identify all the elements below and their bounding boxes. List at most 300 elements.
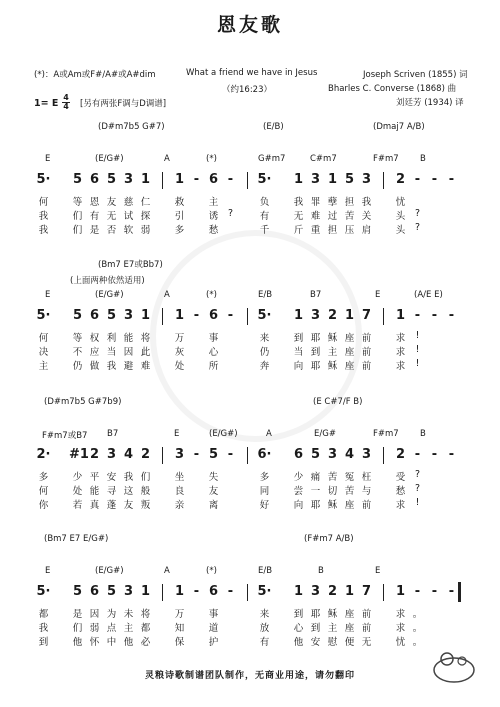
lyric-char: 们 [72, 225, 83, 236]
lyric-char [154, 620, 171, 634]
lyric-char: 离 [208, 500, 219, 511]
lyric-char: 前 [361, 347, 372, 358]
lyric-char: 我 [106, 361, 117, 372]
lyric-char: 头 [395, 225, 406, 236]
lyric-char: 若 [72, 500, 83, 511]
lyric-char [375, 208, 392, 222]
lyric-char [222, 634, 239, 648]
lyric-char [375, 497, 392, 511]
lyric-char: 。 [412, 609, 423, 620]
lyric-char [52, 222, 69, 236]
lyric-char: 受 [395, 472, 406, 483]
lyric-char: 般 [140, 486, 151, 497]
time-signature: 4 4 [63, 93, 69, 111]
translator: 刘廷芳 (1934) 译 [396, 98, 464, 108]
lyric-char: 事 [208, 333, 219, 344]
lyric-char: 好 [259, 500, 270, 511]
lyric-char: 试 [123, 211, 134, 222]
lyric-char [273, 194, 290, 208]
note: 2 [395, 172, 406, 187]
composer: Bharles C. Converse (1868) 曲 [328, 84, 457, 94]
note [52, 584, 69, 599]
lyric-char: 主 [123, 623, 134, 634]
lyric-char: 们 [72, 211, 83, 222]
tempo: （约16:23） [222, 85, 272, 95]
barline [247, 308, 248, 325]
lyric-char: 何 [38, 486, 49, 497]
lyric-char: ? [414, 483, 421, 494]
lyric-char: 事 [208, 609, 219, 620]
lyric-char: 等 [72, 197, 83, 208]
lyric-char: 多 [174, 225, 185, 236]
lyric-char: 能 [123, 333, 134, 344]
lyric-char [154, 222, 171, 236]
lyric-char: 难 [140, 361, 151, 372]
chord-symbol: B7 [107, 429, 119, 439]
lyric-char: 求 [395, 623, 406, 634]
lyric-char: 仍 [259, 347, 270, 358]
lyric-char [273, 330, 290, 344]
lyric-char [239, 634, 256, 648]
lyric-char: 他 [293, 637, 304, 648]
lyric-char: 都 [140, 623, 151, 634]
note: - [448, 447, 455, 462]
note: 5 [106, 172, 117, 187]
lyric-char [154, 194, 171, 208]
lyric-char [443, 483, 460, 497]
lyric-char [273, 358, 290, 372]
chord-symbol: E/G# [314, 429, 336, 439]
lyric-char: 亲 [174, 500, 185, 511]
lyricist: Joseph Scriven (1855) 词 [363, 70, 468, 80]
chord-symbol: E [45, 290, 51, 300]
top-chord: (E C#7/F B) [313, 397, 363, 407]
lyric-char: 肩 [361, 225, 372, 236]
lyric-char: 座 [344, 500, 355, 511]
lyric-char: 他 [123, 637, 134, 648]
chord-symbol: A [164, 154, 170, 164]
lyric-char: 中 [106, 637, 117, 648]
barline [162, 584, 163, 601]
lyric-char: 千 [259, 225, 270, 236]
lyric-char: 怀 [89, 637, 100, 648]
note: 2· [36, 447, 51, 462]
lyric-char: 真 [89, 500, 100, 511]
lyric-char: 担 [344, 197, 355, 208]
note: 1 [174, 172, 185, 187]
lyric-char [188, 483, 205, 497]
lyric-char [409, 194, 426, 208]
lyric-char: 不 [72, 347, 83, 358]
lyric-char: 稣 [327, 609, 338, 620]
lyric-char [443, 194, 460, 208]
lyric-char: 主 [38, 361, 49, 372]
top-chord: (Bm7 E7或Bb7) [98, 260, 163, 270]
lyric-char [239, 620, 256, 634]
lyric-char [443, 620, 460, 634]
lyric-char [222, 469, 239, 483]
chord-symbol: (*) [206, 290, 217, 300]
note: 6 [208, 308, 219, 323]
chord-symbol: E/B [258, 290, 273, 300]
lyric-char: 耶 [310, 361, 321, 372]
note: 7 [361, 584, 372, 599]
lyric-char [273, 208, 290, 222]
lyric-char: 当 [106, 347, 117, 358]
note: 5· [36, 308, 51, 323]
lyric-char [188, 358, 205, 372]
lyric-char [239, 194, 256, 208]
lyric-char: 多 [38, 472, 49, 483]
lyric-char: 忧 [395, 197, 406, 208]
note: 1 [344, 584, 355, 599]
chord-symbol: E [45, 154, 51, 164]
chord-symbol: E [45, 566, 51, 576]
note: - [193, 447, 200, 462]
lyric-char: 担 [327, 225, 338, 236]
lyric-char: 稣 [327, 361, 338, 372]
lyric-char: 向 [293, 361, 304, 372]
lyric-char [443, 222, 460, 236]
lyric-char: 到 [293, 333, 304, 344]
lyric-char: 因 [123, 347, 134, 358]
note: - [193, 308, 200, 323]
lyric-char: 友 [106, 197, 117, 208]
note: 1 [395, 584, 406, 599]
note: 5· [257, 308, 272, 323]
lyric-char [375, 620, 392, 634]
note: 3 [310, 308, 321, 323]
lyric-char [443, 497, 460, 511]
top-chord: (E/B) [263, 122, 284, 132]
lyric-char: ? [227, 208, 234, 219]
lyric-char [239, 497, 256, 511]
note: 3 [123, 172, 134, 187]
lyric-char: 稣 [327, 333, 338, 344]
note: 2 [140, 447, 151, 462]
lyric-char [188, 222, 205, 236]
lyric-line [35, 497, 460, 511]
lyric-char: 弱 [140, 225, 151, 236]
lyric-char: 少 [293, 472, 304, 483]
lyric-char [154, 358, 171, 372]
lyric-char: 安 [310, 637, 321, 648]
chord-symbol: (E/G#) [95, 290, 124, 300]
note: #1 [69, 447, 89, 462]
lyric-line [35, 222, 460, 236]
lyric-char: 心 [293, 623, 304, 634]
lyric-char [443, 344, 460, 358]
barline [247, 584, 248, 601]
lyric-char [426, 469, 443, 483]
lyric-char: 耶 [310, 333, 321, 344]
lyric-char [375, 344, 392, 358]
page-title: 恩友歌 [216, 14, 283, 36]
lyric-char: 愁 [208, 225, 219, 236]
lyric-char: 失 [208, 472, 219, 483]
lyric-char: 耶 [310, 500, 321, 511]
lyric-char: 我 [38, 623, 49, 634]
lyric-char: 一 [310, 486, 321, 497]
lyric-char: 们 [140, 472, 151, 483]
lyric-line [35, 606, 460, 620]
lyric-char [426, 194, 443, 208]
note: 1 [344, 308, 355, 323]
lyric-char: 恩 [89, 197, 100, 208]
lyric-char: ? [414, 469, 421, 480]
barline [383, 308, 384, 325]
lyric-char [52, 208, 69, 222]
lyric-char: 到 [310, 347, 321, 358]
lyric-char [188, 208, 205, 222]
note: - [414, 308, 421, 323]
lyric-char [375, 634, 392, 648]
lyric-char: 头 [395, 211, 406, 222]
lyric-char: 求 [395, 609, 406, 620]
note: - [414, 447, 421, 462]
lyric-char: ! [415, 344, 420, 355]
final-barline [458, 582, 461, 602]
lyric-char: 安 [106, 472, 117, 483]
lyric-char: 前 [361, 361, 372, 372]
lyric-char: 座 [344, 609, 355, 620]
lyric-char: 前 [361, 623, 372, 634]
lyric-char [222, 620, 239, 634]
note: 2 [89, 447, 100, 462]
lyric-char [443, 358, 460, 372]
chord-symbol: E/B [258, 566, 273, 576]
lyric-char: 到 [293, 609, 304, 620]
note: - [193, 584, 200, 599]
english-title: What a friend we have in Jesus [186, 68, 318, 78]
lyric-char: 主 [327, 623, 338, 634]
lyric-char [273, 634, 290, 648]
note: 1 [140, 172, 151, 187]
lyric-char [426, 483, 443, 497]
chord-symbol: F#m7 [373, 154, 399, 164]
lyric-char: 重 [310, 225, 321, 236]
note: - [414, 584, 421, 599]
barline [383, 447, 384, 464]
lyric-char: 座 [344, 333, 355, 344]
lyric-char: 愁 [395, 486, 406, 497]
lyric-char: 座 [344, 361, 355, 372]
lyric-char: 无 [361, 637, 372, 648]
lyric-char: 否 [106, 225, 117, 236]
footer-notice: 灵粮诗歌制谱团队制作，无商业用途，请勿翻印 [144, 671, 355, 681]
lyric-char [222, 194, 239, 208]
lyric-char: 尝 [293, 486, 304, 497]
lyric-char [52, 330, 69, 344]
note: 1 [293, 172, 304, 187]
lyric-char [273, 483, 290, 497]
lyric-char: 负 [259, 197, 270, 208]
chord-symbol: B [420, 154, 426, 164]
lyric-line [35, 344, 460, 358]
note [273, 447, 290, 462]
note: 2 [327, 584, 338, 599]
lyric-char: 为 [106, 609, 117, 620]
lyric-char: 他 [72, 637, 83, 648]
lyric-char: 灰 [174, 347, 185, 358]
lyric-char: 仍 [72, 361, 83, 372]
note [52, 308, 69, 323]
lyric-char: 到 [310, 623, 321, 634]
lyric-char: 主 [327, 347, 338, 358]
barline [383, 584, 384, 601]
note [273, 172, 290, 187]
lyric-char: 前 [361, 500, 372, 511]
lyric-char: ? [414, 208, 421, 219]
lyric-char: 枉 [361, 472, 372, 483]
note: 1 [293, 308, 304, 323]
note: 5· [36, 584, 51, 599]
lyric-char [52, 469, 69, 483]
lyric-char [154, 634, 171, 648]
lyric-char: 避 [123, 361, 134, 372]
lyric-char: 前 [361, 609, 372, 620]
lyric-char: 来 [259, 333, 270, 344]
top-chord: (上面两种依然适用) [70, 276, 145, 286]
chord-symbol: A [164, 290, 170, 300]
note: - [431, 584, 438, 599]
lyric-char: 主 [208, 197, 219, 208]
note: 3 [310, 172, 321, 187]
lyric-char: 是 [72, 609, 83, 620]
lyric-char [52, 634, 69, 648]
note: 3 [123, 308, 134, 323]
lyric-char: ! [415, 358, 420, 369]
lyric-line [35, 358, 460, 372]
lyric-char: 奔 [259, 361, 270, 372]
note: 2 [395, 447, 406, 462]
lyric-char [443, 469, 460, 483]
lyric-char: 到 [38, 637, 49, 648]
lyric-char [443, 606, 460, 620]
barline [162, 172, 163, 189]
lyric-char: 苦 [344, 486, 355, 497]
lyric-char: 我 [38, 225, 49, 236]
lyric-char: 仁 [140, 197, 151, 208]
note: 3 [123, 584, 134, 599]
lyric-char: 求 [395, 333, 406, 344]
note: - [193, 172, 200, 187]
note: 5 [344, 172, 355, 187]
note: - [448, 308, 455, 323]
lyric-char [52, 483, 69, 497]
lyric-char: 引 [174, 211, 185, 222]
lyric-char: 求 [395, 500, 406, 511]
lyric-char [188, 620, 205, 634]
lyric-char: ! [415, 330, 420, 341]
note: 5· [36, 172, 51, 187]
lyric-char: 罪 [310, 197, 321, 208]
barline [162, 447, 163, 464]
lyric-char [443, 634, 460, 648]
lyric-char [426, 634, 443, 648]
lyric-char: 平 [89, 472, 100, 483]
lyric-char [222, 222, 239, 236]
lyric-char: 蓬 [106, 500, 117, 511]
lyric-char [154, 208, 171, 222]
note: - [227, 172, 234, 187]
lyric-line [35, 483, 460, 497]
note: 6 [89, 584, 100, 599]
note: 3 [174, 447, 185, 462]
lyric-char: 稣 [327, 500, 338, 511]
note: 4 [344, 447, 355, 462]
lyric-char: 冤 [344, 472, 355, 483]
lyric-char [375, 330, 392, 344]
barline [383, 172, 384, 189]
chord-symbol: C#m7 [310, 154, 337, 164]
note: 5 [208, 447, 219, 462]
note: 1 [140, 308, 151, 323]
note: 6 [293, 447, 304, 462]
chord-symbol: F#m7或B7 [42, 431, 88, 441]
lyric-char [443, 330, 460, 344]
lyric-char: 都 [38, 609, 49, 620]
lyric-char [273, 469, 290, 483]
lyric-char [426, 222, 443, 236]
lyric-char: 这 [123, 486, 134, 497]
lyric-char [426, 620, 443, 634]
note: 6 [208, 172, 219, 187]
lyric-char [375, 358, 392, 372]
note: 5 [106, 584, 117, 599]
lyric-char: 因 [89, 609, 100, 620]
note [273, 308, 290, 323]
lyric-line [35, 469, 460, 483]
note: 6 [89, 308, 100, 323]
chord-symbol: A [164, 566, 170, 576]
lyric-char: 孽 [327, 197, 338, 208]
top-chord: (D#m7b5 G#7) [98, 122, 165, 132]
lyric-char: 有 [89, 211, 100, 222]
lyric-char: 何 [38, 333, 49, 344]
lyric-char: 软 [123, 225, 134, 236]
lyric-char [52, 620, 69, 634]
lyric-char: 万 [174, 333, 185, 344]
lyric-char: 良 [174, 486, 185, 497]
note: - [414, 172, 421, 187]
note: 1 [174, 584, 185, 599]
note: 5 [72, 584, 83, 599]
lyric-char: 忧 [395, 637, 406, 648]
lyric-line [35, 634, 460, 648]
lyric-char: 。 [412, 637, 423, 648]
lyric-char [239, 483, 256, 497]
lyric-char: 压 [344, 225, 355, 236]
chord-substitution-note: (*)：A或Am或F#/A#或A#dim [34, 70, 156, 80]
note: 6 [208, 584, 219, 599]
lyric-char [154, 469, 171, 483]
lyric-char: 应 [89, 347, 100, 358]
lyric-char: 弱 [89, 623, 100, 634]
chord-symbol: A [266, 429, 272, 439]
lyric-char [188, 330, 205, 344]
lyric-char [273, 606, 290, 620]
lyric-char: 救 [174, 197, 185, 208]
barline [162, 308, 163, 325]
lyric-char: 你 [38, 500, 49, 511]
note: 3 [327, 447, 338, 462]
note: 5 [106, 308, 117, 323]
lyric-line [35, 620, 460, 634]
lyric-char [188, 497, 205, 511]
note: 1 [395, 308, 406, 323]
lyric-char: 苦 [327, 472, 338, 483]
